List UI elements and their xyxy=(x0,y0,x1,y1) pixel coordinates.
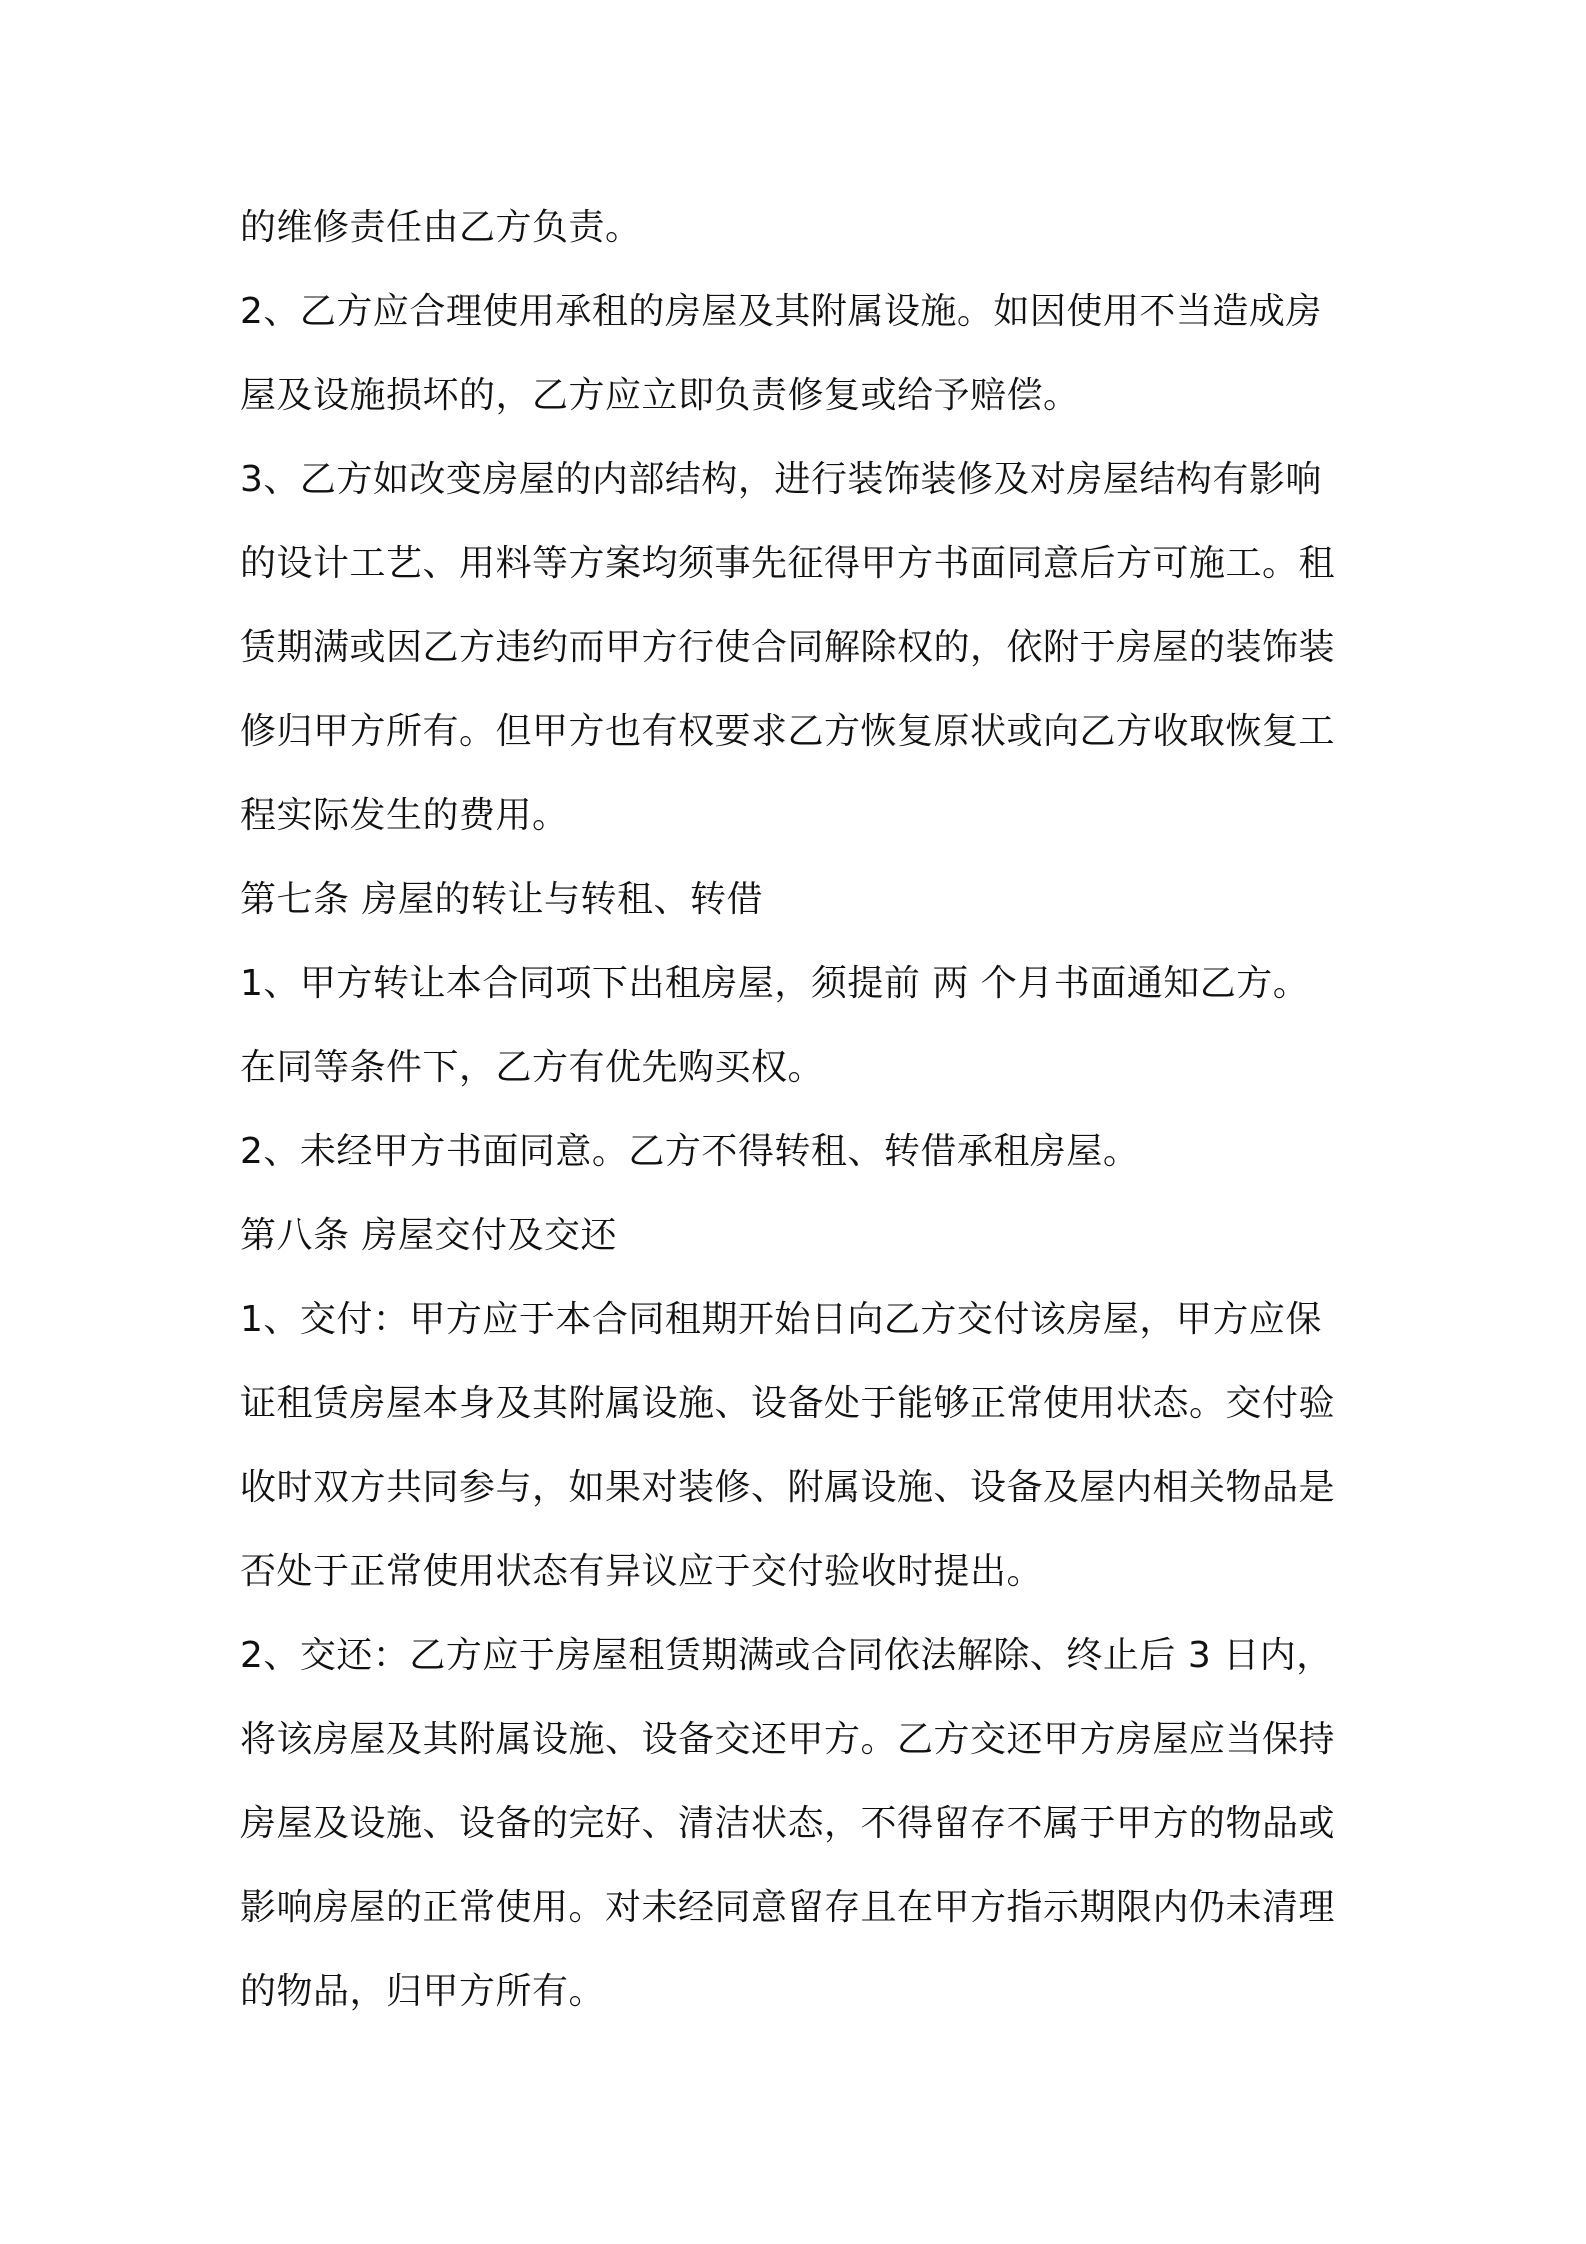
paragraph-line: 1、交付：甲方应于本合同租期开始日向乙方交付该房屋，甲方应保 xyxy=(240,1299,1322,1340)
paragraph-line: 否处于正常使用状态有异议应于交付验收时提出。 xyxy=(240,1551,1044,1592)
paragraph-line: 的设计工艺、用料等方案均须事先征得甲方书面同意后方可施工。租 xyxy=(240,543,1336,584)
paragraph-line: 影响房屋的正常使用。对未经同意留存且在甲方指示期限内仍未清理 xyxy=(240,1887,1336,1928)
paragraph-line: 的维修责任由乙方负责。 xyxy=(240,207,642,248)
paragraph-line: 证租赁房屋本身及其附属设施、设备处于能够正常使用状态。交付验 xyxy=(240,1383,1336,1424)
section-heading: 第七条 房屋的转让与转租、转借 xyxy=(240,879,763,920)
paragraph-line: 3、乙方如改变房屋的内部结构，进行装饰装修及对房屋结构有影响 xyxy=(240,459,1322,500)
paragraph-line: 2、乙方应合理使用承租的房屋及其附属设施。如因使用不当造成房 xyxy=(240,291,1322,332)
paragraph-line: 修归甲方所有。但甲方也有权要求乙方恢复原状或向乙方收取恢复工 xyxy=(240,711,1336,752)
paragraph-line: 在同等条件下，乙方有优先购买权。 xyxy=(240,1047,825,1088)
document-body xyxy=(240,196,1360,2044)
section-heading: 第八条 房屋交付及交还 xyxy=(240,1215,617,1256)
paragraph-line: 收时双方共同参与，如果对装修、附属设施、设备及屋内相关物品是 xyxy=(240,1467,1336,1508)
paragraph-line: 1、甲方转让本合同项下出租房屋，须提前 两 个月书面通知乙方。 xyxy=(240,963,1310,1004)
paragraph-line: 的物品，归甲方所有。 xyxy=(240,1971,606,2012)
paragraph-line: 房屋及设施、设备的完好、清洁状态，不得留存不属于甲方的物品或 xyxy=(240,1803,1336,1844)
paragraph-line: 屋及设施损坏的，乙方应立即负责修复或给予赔偿。 xyxy=(240,375,1080,416)
paragraph-line: 2、未经甲方书面同意。乙方不得转租、转借承租房屋。 xyxy=(240,1131,1140,1172)
paragraph-line: 将该房屋及其附属设施、设备交还甲方。乙方交还甲方房屋应当保持 xyxy=(240,1719,1336,1760)
paragraph-line: 2、交还：乙方应于房屋租赁期满或合同依法解除、终止后 3 日内， xyxy=(240,1635,1333,1676)
paragraph-line: 赁期满或因乙方违约而甲方行使合同解除权的，依附于房屋的装饰装 xyxy=(240,627,1336,668)
paragraph-line: 程实际发生的费用。 xyxy=(240,795,569,836)
